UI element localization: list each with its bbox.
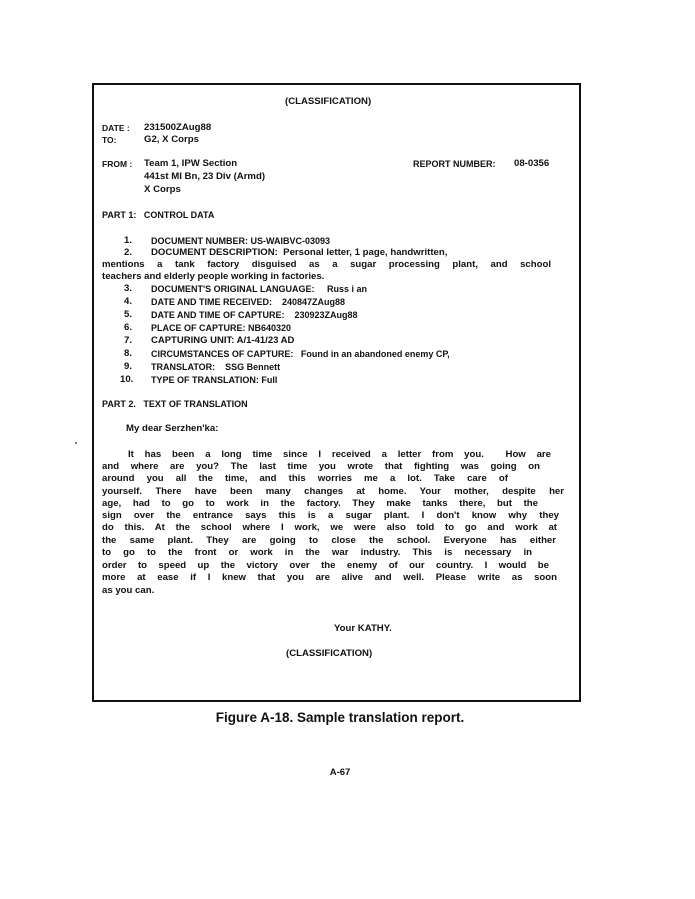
- control-item-num: 7.: [124, 335, 133, 346]
- control-item-num: 6.: [124, 322, 133, 333]
- to-label: TO:: [102, 135, 117, 145]
- control-item-text: DATE AND TIME OF CAPTURE: 230923ZAug88: [151, 310, 358, 320]
- control-item-text: CIRCUMSTANCES OF CAPTURE: Found in an abandoned enemy CP,: [151, 349, 450, 359]
- control-item-num: 3.: [124, 283, 133, 294]
- control-item-text: PLACE OF CAPTURE: NB640320: [151, 323, 292, 333]
- control-item-num: 4.: [124, 296, 133, 307]
- from-line: 441st MI Bn, 23 Div (Armd): [144, 171, 266, 182]
- date-value: 231500ZAug88: [144, 122, 212, 133]
- signature: Your KATHY.: [334, 623, 392, 634]
- control-item-text: mentions a tank factory disguised as a sugar processing plant, and school: [102, 259, 551, 270]
- letter-line: yourself. There have been many changes at home. Your mother, despite her: [102, 486, 564, 497]
- classification-bottom: (CLASSIFICATION): [286, 648, 373, 659]
- control-item-text: TRANSLATOR: SSG Bennett: [151, 362, 281, 372]
- letter-line: sign over the entrance says this is a sugar plant. I don't know why they: [102, 510, 559, 521]
- control-item-text: DOCUMENT NUMBER: US-WAIBVC-03093: [151, 236, 331, 246]
- letter-line: It has been a long time since I received a letter from you. How are: [128, 449, 551, 460]
- letter-line: as you can.: [102, 585, 155, 596]
- control-item-text: teachers and elderly people working in factories.: [102, 271, 325, 282]
- stray-mark: [75, 442, 77, 444]
- control-item-text: TYPE OF TRANSLATION: Full: [151, 375, 278, 385]
- control-item-num: 8.: [124, 348, 133, 359]
- letter-line: age, had to go to work in the factory. They make tanks there, but the: [102, 498, 538, 509]
- control-item-text: CAPTURING UNIT: A/1-41/23 AD: [151, 335, 295, 346]
- letter-line: do this. At the school where I work, we were also told to go and work at: [102, 522, 557, 533]
- report-number-label: REPORT NUMBER:: [413, 159, 496, 169]
- to-value: G2, X Corps: [144, 134, 199, 145]
- letter-line: more at ease if I knew that you are alive and well. Please write as soon: [102, 572, 557, 583]
- from-line: X Corps: [144, 184, 181, 195]
- letter-line: and where are you? The last time you wrote that fighting was going on: [102, 461, 540, 472]
- control-item-text: DATE AND TIME RECEIVED: 240847ZAug88: [151, 297, 346, 307]
- control-item-num: 5.: [124, 309, 133, 320]
- control-item-num: 1.: [124, 235, 133, 246]
- figure-caption: Figure A-18. Sample translation report.: [215, 710, 465, 725]
- letter-line: around you all the time, and this worries me a lot. Take care of: [102, 473, 508, 484]
- control-item-num: 9.: [124, 361, 133, 372]
- control-item-num: 10.: [120, 374, 134, 385]
- letter-line: order to speed up the victory over the enemy of our country. I would be: [102, 560, 549, 571]
- date-label: DATE :: [102, 123, 130, 133]
- classification-top: (CLASSIFICATION): [285, 96, 372, 107]
- letter-line: the same plant. They are going to close the school. Everyone has either: [102, 535, 556, 546]
- control-item-text: DOCUMENT'S ORIGINAL LANGUAGE: Russ i an: [151, 284, 367, 294]
- control-item-text: DOCUMENT DESCRIPTION: Personal letter, 1 page, handwritten,: [151, 247, 448, 258]
- salutation: My dear Serzhen'ka:: [126, 423, 219, 434]
- part1-heading: PART 1: CONTROL DATA: [102, 210, 215, 220]
- from-line: Team 1, IPW Section: [144, 158, 238, 169]
- page-number: A-67: [329, 767, 351, 778]
- from-label: FROM :: [102, 159, 133, 169]
- report-number-value: 08-0356: [514, 158, 550, 169]
- control-item-num: 2.: [124, 247, 133, 258]
- part2-heading: PART 2. TEXT OF TRANSLATION: [102, 399, 248, 409]
- letter-line: to go to the front or work in the war industry. This is necessary in: [102, 547, 532, 558]
